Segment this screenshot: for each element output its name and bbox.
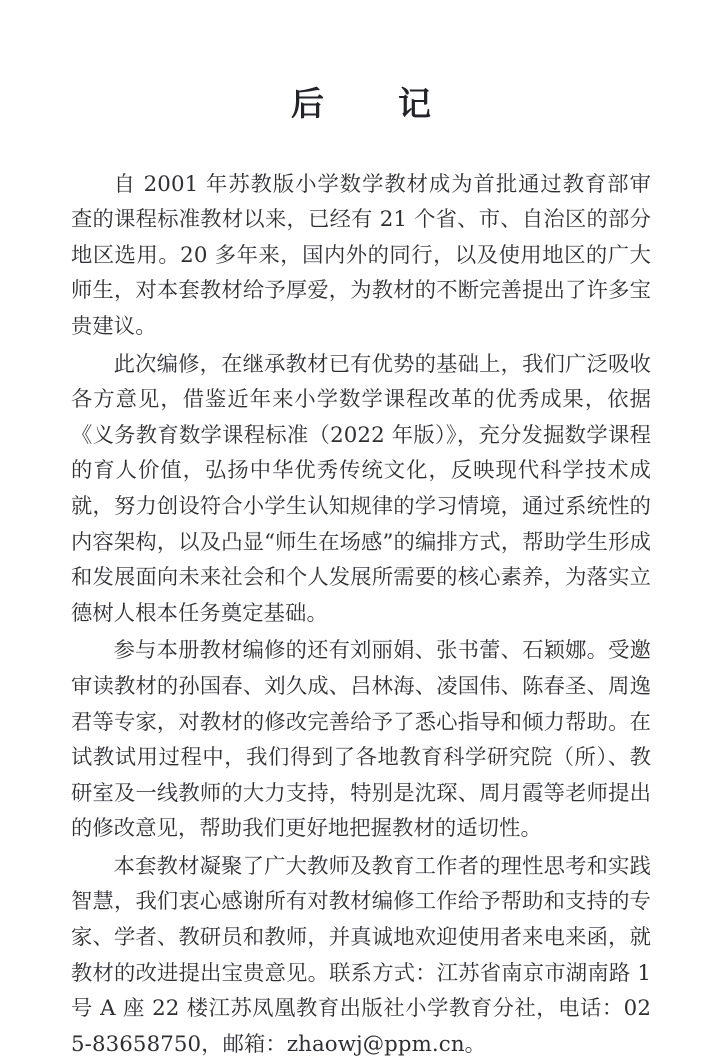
paragraph-3: 参与本册教材编修的还有刘丽娟、张书蕾、石颖娜。受邀审读教材的孙国春、刘久成、吕林海、凌国伟、陈春圣、周逸君等专家，对教材的修改完善给予了悉心指导和倾力帮助。在试教试用过程中，我们得到了各地教育科学研究院（所）、教研室及一线教师的大力支持，特别是沈琛、周月霞等老师提出的修改意见，帮助我们更好地把握教材的适切性。 [71,638,651,842]
paragraph-1: 自 2001 年苏教版小学数学教材成为首批通过教育部审查的课程标准教材以来，已经有 21 个省、市、自治区的部分地区选用。20 多年来，国内外的同行，以及使用地区的广大师生，对本套教材给予厚爱，为教材的不断完善提出了许多宝贵建议。 [71,171,651,339]
page-title: 后 记 [291,84,452,123]
paragraph-2: 此次编修，在继承教材已有优势的基础上，我们广泛吸收各方意见，借鉴近年来小学数学课程改革的优秀成果，依据《义务教育数学课程标准（2022 年版）》，充分发掘数学课程的育人价值，弘扬中华优秀传统文化，反映现代科学技术成就，努力创设符合小学生认知规律的学习情境，通过系统性的内容架构，以及凸显“师生在场感”的编排方式，帮助学生形成和发展面向未来社会和个人发展所需要的核心素养，为落实立德树人根本任务奠定基础。 [71,351,651,626]
document-body [71,124,651,1062]
paragraph-4-contact: 本套教材凝聚了广大教师及教育工作者的理性思考和实践智慧，我们衷心感谢所有对教材编修工作给予帮助和支持的专家、学者、教研员和教师，并真诚地欢迎使用者来电来函，就教材的改进提出宝贵意见。联系方式：江苏省南京市湖南路 1 号 A 座 22 楼江苏凤凰教育出版社小学教育分社，电话：025-83658750，邮箱：zhaowj@ppm.cn。 [71,853,651,1057]
